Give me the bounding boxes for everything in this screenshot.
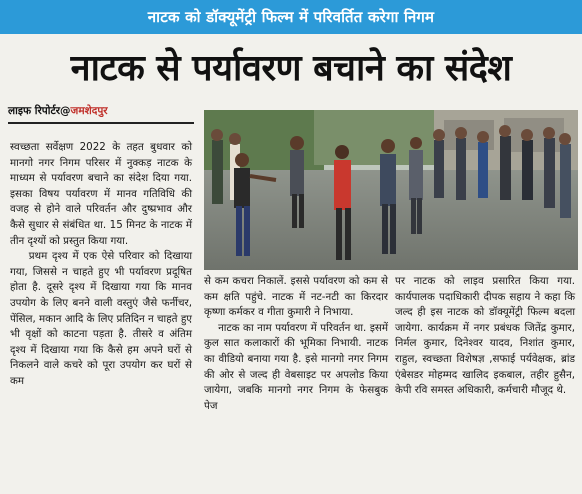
photo-illustration	[204, 110, 578, 270]
paragraph-2: प्रथम दृश्य में एक ऐसे परिवार को दिखाया गया, जिससे न चाहते हुए भी पर्यावरण प्रदूषित होता है. दूसरे दृश्य में दिखाया गया कि मानव उपयोग के लिए बनने वाली वस्तुएं जैसे फर्नीचर, पेंसिल, मकान आदि के लिए प्रतिदिन न चाहते हुए भी वृक्षों को काटना पड़ता है. तीसरे व अंतिम दृश्य में दिखाया गया कि कैसे हम अपने घरों से निकलने वाले कचरे को पूरा उपयोग कर घरों से कम	[10, 250, 196, 387]
paragraph-4: नाटक का नाम पर्यावरण में परिवर्तन था. इसमें कुल सात कलाकारों की भूमिका निभायी. नाटक का वीडियो बनाया गया है. इसे मानगो नगर निगम की ओर से जल्द ही वेबसाइट पर अपलोड किया जायेगा, जबकि मानगो नगर निगम के फेसबुक पेज	[204, 321, 392, 412]
article-column-3	[395, 274, 579, 490]
paragraph-1: स्वच्छता सर्वेक्षण 2022 के तहत बुधवार को मानगो नगर निगम परिसर में नुक्कड़ नाटक के माध्यम से पर्यावरण बचाने का संदेश दिया गया. इसका विषय पर्यावरण में मानव गतिविधि की वजह से होने वाले परिवर्तन और दुष्प्रभाव और कैसे सुधार से संबंधित था. 15 मिनट के नाटक में तीन दृश्यों को प्रस्तुत किया गया.	[10, 141, 196, 247]
street-play-photo	[204, 110, 578, 270]
headline-banner	[0, 0, 582, 34]
article-column-2	[204, 274, 392, 490]
banner-text: नाटक को डॉक्यूमेंट्री फिल्म में परिवर्तित करेगा निगम	[147, 8, 435, 26]
paragraph-5: पर नाटक को लाइव प्रसारित किया गया. कार्यपालक पदाधिकारी दीपक सहाय ने कहा कि जल्द ही इस नाटक को डॉक्यूमेंट्री फिल्म बदला जायेगा. कार्यक्रम में नगर प्रबंधक जितेंद्र कुमार, निर्मल कुमार, दिनेश्वर यादव, निशांत कुमार, राहुल, स्वच्छता विशेषज्ञ ,सफाई पर्यवेक्षक, ब्रांड एंबेसडर मोहम्मद खालिद इकबाल, तहीर हुसैन, केपी रवि समस्त अधिकारी, कर्मचारी मौजूद थे.	[395, 275, 579, 397]
article-column-1	[10, 140, 196, 490]
article-headline: नाटक से पर्यावरण बचाने का संदेश	[70, 48, 512, 89]
byline-at: @	[60, 105, 71, 117]
byline-place: जमशेदपुर	[70, 105, 108, 117]
byline	[8, 103, 198, 119]
byline-rule	[8, 122, 194, 124]
paragraph-3: से कम कचरा निकालें. इससे पर्यावरण को कम से कम क्षति पहुंचे. नाटक में नट-नटी का किरदार कृष्णा कर्मकर व गीता कुमारी ने निभाया.	[204, 275, 392, 319]
reporter-name: लाइफ रिपोर्टर	[8, 105, 61, 117]
